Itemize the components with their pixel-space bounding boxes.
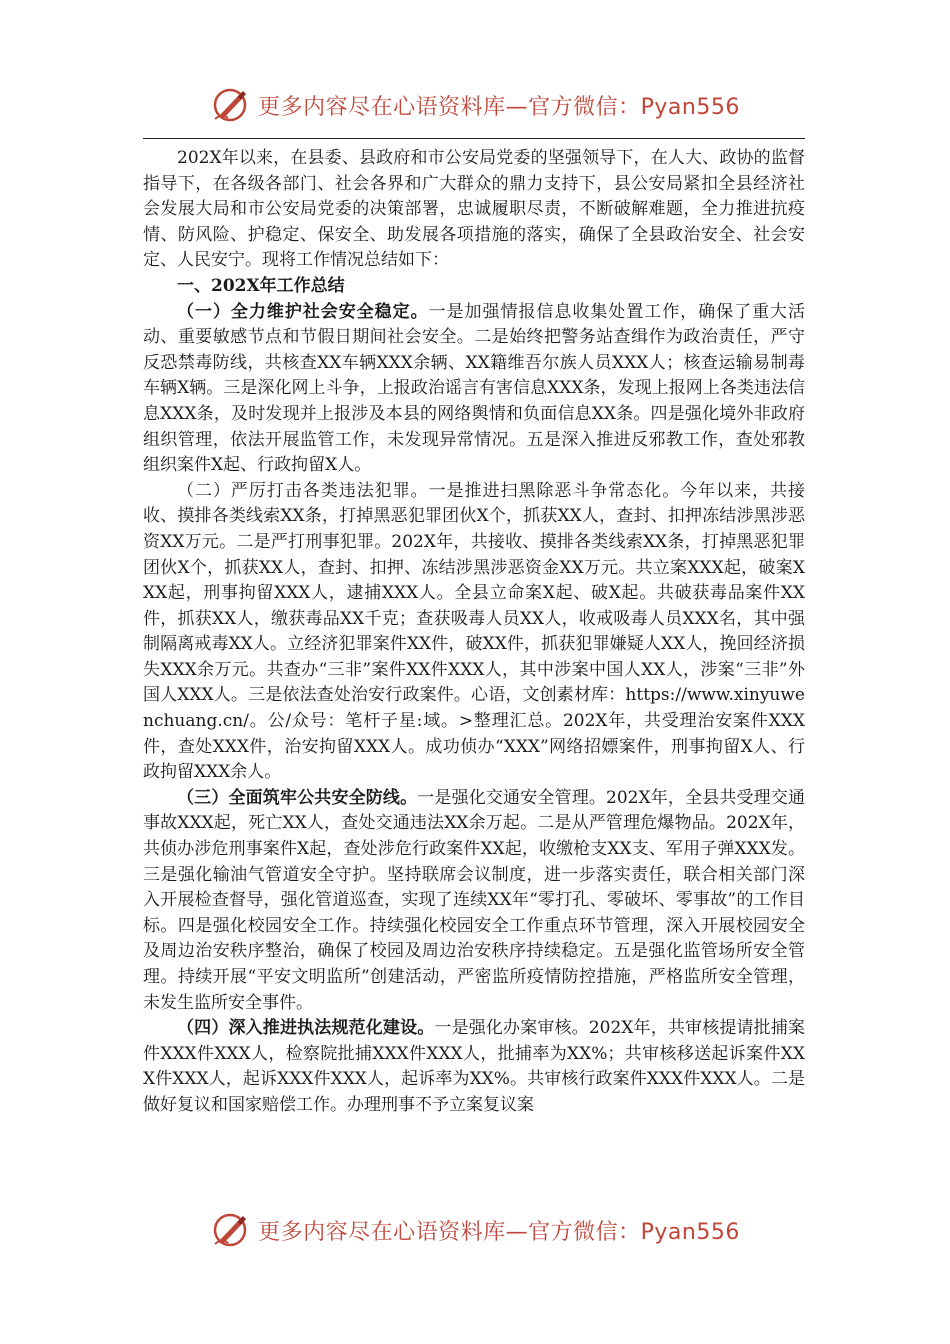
section-body-3: 一是强化交通安全管理。202X年，全县共受理交通事故XXX起，死亡XX人，查处交通违法XX余万起。二是从严管理危爆物品。202X年，共侦办涉危刑事案件X起，查处涉危行政案件XX起，收缴枪支XX支、军用子弹XXX发。三是强化输油气管道安全守护。坚持联席会议制度，进一步落实责任，联合相关部门深入开展检查督导，强化管道巡查，实现了连续XX年“零打孔、零破坏、零事故”的工作目标。四是强化校园安全工作。持续强化校园安全工作重点环节管理，深入开展校园安全及周边治安秩序整治，确保了校园及周边治安秩序持续稳定。五是强化监管场所安全管理。持续开展“平安文明监所”创建活动，严密监所疫情防控措施，严格监所安全管理，未发生监所安全事件。 [143, 787, 805, 1013]
section-lead-3: （三）全面筑牢公共安全防线。 [177, 787, 418, 808]
section-paragraph-4 [143, 1016, 805, 1118]
section-lead-1: （一）全力维护社会安全稳定。 [177, 301, 429, 322]
header-banner [0, 80, 950, 130]
section-lead-4: （四）深入推进执法规范化建设。 [177, 1018, 435, 1039]
section-body-1: 一是加强情报信息收集处置工作，确保了重大活动、重要敏感节点和节假日期间社会安全。二是始终把警务站查缉作为政治责任，严守反恐禁毒防线，共核查XX车辆XXX余辆、XX籍维吾尔族人员XXX人；核查运输易制毒车辆X辆。三是深化网上斗争，上报政治谣言有害信息XXX条，发现上报网上各类违法信息XXX条，及时发现并上报涉及本县的网络舆情和负面信息XX条。四是强化境外非政府组织管理，依法开展监管工作，未发现异常情况。五是深入推进反邪教工作，查处邪教组织案件X起、行政拘留X人。 [143, 301, 806, 476]
banner-text: 更多内容尽在心语资料库—官方微信：Pyan556 [258, 94, 740, 120]
document-body [143, 146, 805, 1119]
section-paragraph-3 [143, 786, 805, 1016]
section-body-2: 一是推进扫黑除恶斗争常态化。今年以来，共接收、摸排各类线索XX条，打掉黑恶犯罪团伙X个，抓获XX人，查封、扣押冻结涉黑涉恶资XX万元。二是严打刑事犯罪。202X年，共接收、摸排各类线索XX条，打掉黑恶犯罪团伙X个，抓获XX人，查封、扣押、冻结涉黑涉恶资金XX万元。共立案XXX起，破案XXX起，刑事拘留XXX人，逮捕XXX人。全县立命案X起、破X起。共破获毒品案件XX件，抓获XX人，缴获毒品XX千克；查获吸毒人员XX人，收戒吸毒人员XXX名，其中强制隔离戒毒XX人。立经济犯罪案件XX件，破XX件，抓获犯罪嫌疑人XX人，挽回经济损失XXX余万元。共查办“三非”案件XX件XXX人，其中涉案中国人XX人，涉案“三非”外国人XXX人。三是依法查处治安行政案件。心语，文创素材库：https://www.xinyuwenchuang.cn/。公/众号：笔杆子星:域。>整理汇总。202X年，共受理治安案件XXX件，查处XXX件，治安拘留XXX人。成功侦办“XXX”网络招嫖案件，刑事拘留X人、行政拘留XXX余人。 [143, 480, 806, 783]
pen-logo-icon [210, 1210, 250, 1250]
banner-text: 更多内容尽在心语资料库—官方微信：Pyan556 [258, 1219, 740, 1245]
section-paragraph-2 [143, 479, 805, 786]
footer-banner [0, 1205, 950, 1255]
pen-logo-icon [210, 85, 250, 125]
header-divider [143, 138, 805, 139]
section-heading: 一、202X年工作总结 [177, 275, 345, 296]
intro-paragraph: 202X年以来，在县委、县政府和市公安局党委的坚强领导下，在人大、政协的监督指导下，在各级各部门、社会各界和广大群众的鼎力支持下，县公安局紧扣全县经济社会发展大局和市公安局党委的决策部署，忠诚履职尽责，不断破解难题，全力推进抗疫情、防风险、护稳定、保安全、助发展各项措施的落实，确保了全县政治安全、社会安定、人民安宁。现将工作情况总结如下： [143, 148, 805, 271]
section-paragraph-1 [143, 300, 805, 479]
section-body-4: 一是强化办案审核。202X年，共审核提请批捕案件XXX件XXX人，检察院批捕XXX件XXX人，批捕率为XX%；共审核移送起诉案件XXX件XXX人，起诉XXX件XXX人，起诉率为XX%。共审核行政案件XXX件XXX人。二是做好复议和国家赔偿工作。办理刑事不予立案复议案 [143, 1018, 805, 1115]
section-lead-2: （二）严厉打击各类违法犯罪。 [177, 480, 429, 501]
